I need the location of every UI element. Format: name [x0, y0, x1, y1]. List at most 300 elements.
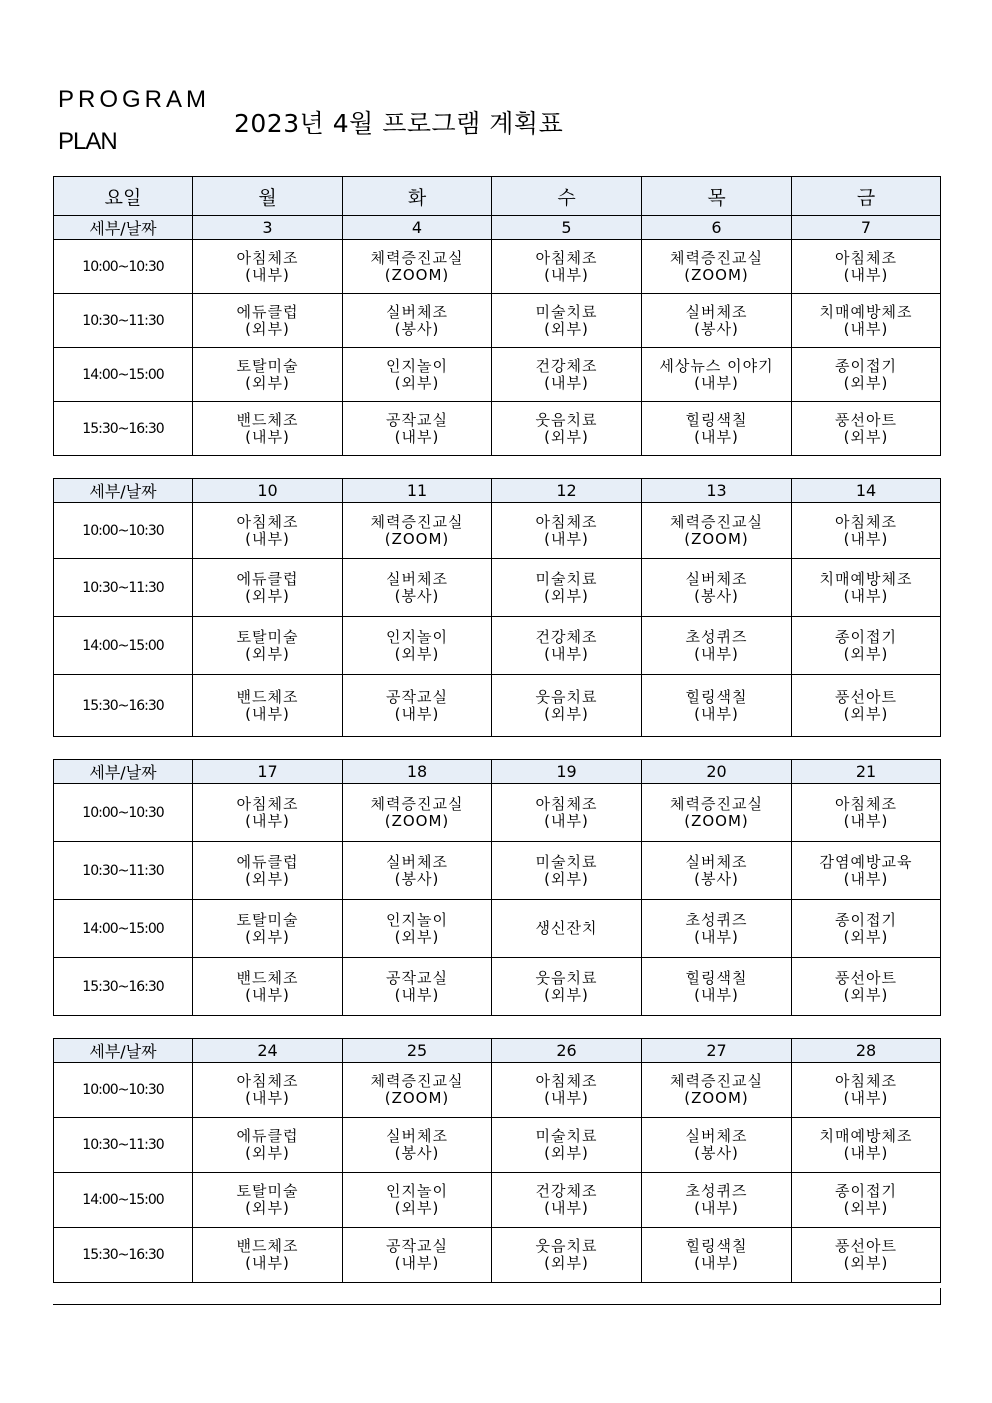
program-cell [492, 1118, 642, 1173]
program-type: (내부) [245, 265, 290, 284]
schedule-row [54, 784, 941, 842]
program-name: 실버체조 [685, 1127, 748, 1145]
program-type: (ZOOM) [384, 529, 450, 548]
program-type: (내부) [544, 811, 589, 830]
program-type: (외부) [245, 586, 290, 605]
program-type: (ZOOM) [684, 265, 749, 284]
schedule-row [54, 559, 941, 617]
program-type: (내부) [245, 1089, 290, 1107]
program-type: (ZOOM) [384, 1089, 450, 1107]
program-type: (봉사) [394, 319, 440, 338]
weekday-header-row [54, 177, 941, 216]
program-name: 미술치료 [535, 1127, 598, 1145]
program-name: 인지놀이 [386, 1182, 448, 1200]
program-type: (외부) [394, 927, 440, 946]
program-name: 에듀클럽 [236, 302, 299, 321]
program-cell [193, 1228, 343, 1283]
program-cell [193, 402, 343, 456]
program-cell [193, 675, 343, 737]
program-name: 종이접기 [835, 910, 897, 929]
program-name: 아침체조 [835, 512, 897, 531]
program-name: 실버체조 [386, 1127, 448, 1145]
program-name: 공작교실 [386, 687, 448, 706]
program-name: 풍선아트 [835, 1237, 897, 1255]
program-type: (외부) [544, 704, 589, 723]
program-name: 웃음치료 [535, 1237, 598, 1255]
program-name: 체력증진교실 [670, 512, 763, 531]
program-name: 밴드체조 [236, 410, 299, 429]
program-type: (내부) [245, 811, 290, 830]
program-type: (내부) [843, 1144, 889, 1162]
program-type: (외부) [245, 1199, 290, 1217]
program-type: (내부) [544, 529, 589, 548]
program-type: (외부) [544, 869, 589, 888]
date-row [54, 216, 941, 240]
program-cell [792, 900, 941, 958]
time-slot: 10:00~10:30 [54, 784, 193, 842]
time-slot: 15:30~16:30 [54, 402, 193, 456]
date-row [54, 760, 941, 784]
date-row [54, 479, 941, 503]
program-name: 인지놀이 [386, 627, 448, 646]
program-cell [642, 402, 792, 456]
program-type: (외부) [843, 427, 889, 446]
program-name: 아침체조 [236, 512, 299, 531]
program-cell [193, 503, 343, 559]
program-type: (내부) [694, 704, 739, 723]
date-cell: 14 [792, 479, 941, 503]
program-name: 실버체조 [386, 302, 448, 321]
program-cell [642, 294, 792, 348]
program-cell [343, 1173, 492, 1228]
program-cell [343, 240, 492, 294]
schedule-row [54, 402, 941, 456]
date-cell: 21 [792, 760, 941, 784]
time-slot: 10:00~10:30 [54, 1063, 193, 1118]
program-name: 아침체조 [236, 794, 299, 813]
program-cell [492, 842, 642, 900]
program-cell [792, 1228, 941, 1283]
program-name: 토탈미술 [236, 627, 299, 646]
program-type: (봉사) [394, 1144, 440, 1162]
program-name: 아침체조 [535, 512, 598, 531]
program-cell [792, 559, 941, 617]
program-name: 아침체조 [236, 248, 299, 267]
program-type: (ZOOM) [684, 529, 749, 548]
program-name: 밴드체조 [236, 687, 299, 706]
program-type: (내부) [843, 869, 889, 888]
schedule-row [54, 294, 941, 348]
program-name: 아침체조 [835, 794, 897, 813]
weekday-fri: 금 [792, 177, 941, 216]
time-slot: 10:00~10:30 [54, 240, 193, 294]
weekday-label: 요일 [54, 177, 193, 216]
week-1-table [53, 176, 941, 456]
program-name: 체력증진교실 [370, 248, 464, 267]
date-cell: 26 [492, 1039, 642, 1063]
program-cell [792, 958, 941, 1016]
time-slot: 14:00~15:00 [54, 900, 193, 958]
program-name: 에듀클럽 [236, 1127, 299, 1145]
program-name: 미술치료 [535, 302, 598, 321]
program-cell [792, 1063, 941, 1118]
time-slot: 14:00~15:00 [54, 617, 193, 675]
program-name: 건강체조 [535, 627, 598, 646]
program-cell [193, 900, 343, 958]
program-cell [492, 900, 642, 958]
program-cell [792, 240, 941, 294]
program-name: 힐링색칠 [685, 410, 748, 429]
program-cell [193, 559, 343, 617]
date-cell: 28 [792, 1039, 941, 1063]
program-type: (외부) [843, 927, 889, 946]
program-type: (내부) [694, 1199, 739, 1217]
time-slot: 15:30~16:30 [54, 675, 193, 737]
program-type: (내부) [694, 644, 739, 663]
weekday-wed: 수 [492, 177, 642, 216]
program-cell [343, 1228, 492, 1283]
program-cell [642, 1118, 792, 1173]
time-slot: 10:30~11:30 [54, 559, 193, 617]
program-type: (내부) [694, 927, 739, 946]
program-cell [193, 1063, 343, 1118]
program-cell [642, 958, 792, 1016]
program-cell [193, 240, 343, 294]
program-name: 체력증진교실 [370, 512, 464, 531]
program-cell [642, 503, 792, 559]
program-type: (내부) [843, 529, 889, 548]
schedule-row [54, 1173, 941, 1228]
program-type: (외부) [544, 586, 589, 605]
program-name: 치매예방체조 [819, 302, 913, 321]
week-4-table [53, 1038, 941, 1283]
program-type: (내부) [245, 704, 290, 723]
program-type: (외부) [544, 985, 589, 1004]
program-cell [642, 842, 792, 900]
program-cell [642, 559, 792, 617]
program-name: 아침체조 [236, 1072, 299, 1090]
program-cell [193, 294, 343, 348]
program-cell [642, 240, 792, 294]
date-row-label: 세부/날짜 [54, 216, 193, 240]
program-name: 생신잔치 [535, 919, 598, 937]
program-cell [792, 503, 941, 559]
time-slot: 10:30~11:30 [54, 294, 193, 348]
program-name: 체력증진교실 [370, 794, 464, 813]
program-cell [792, 1118, 941, 1173]
program-cell [343, 842, 492, 900]
program-name: 토탈미술 [236, 356, 299, 375]
program-cell [792, 348, 941, 402]
program-cell [193, 617, 343, 675]
program-cell [193, 348, 343, 402]
date-cell: 20 [642, 760, 792, 784]
program-type: (내부) [245, 427, 290, 446]
date-cell: 11 [343, 479, 492, 503]
week-2-table [53, 478, 941, 737]
schedule-row [54, 958, 941, 1016]
program-name: 에듀클럽 [236, 569, 299, 588]
program-cell [492, 1228, 642, 1283]
program-type: (내부) [843, 811, 889, 830]
page-title: 2023년 4월 프로그램 계획표 [234, 109, 564, 138]
schedule-row [54, 842, 941, 900]
schedule-row [54, 1228, 941, 1283]
program-cell [193, 784, 343, 842]
program-type: (외부) [245, 373, 290, 392]
program-cell [343, 559, 492, 617]
program-type: (ZOOM) [384, 811, 450, 830]
program-cell [492, 784, 642, 842]
program-name: 힐링색칠 [685, 1237, 748, 1255]
date-cell: 5 [492, 216, 642, 240]
program-cell [792, 1173, 941, 1228]
program-type: (외부) [843, 1254, 889, 1272]
program-type: (내부) [544, 1199, 589, 1217]
date-cell: 25 [343, 1039, 492, 1063]
program-name: 풍선아트 [835, 687, 897, 706]
date-row-label: 세부/날짜 [54, 479, 193, 503]
plan-label: PLAN [58, 128, 117, 155]
time-slot: 10:00~10:30 [54, 503, 193, 559]
weekday-mon: 월 [193, 177, 343, 216]
program-name: 아침체조 [835, 1072, 897, 1090]
program-name: 실버체조 [386, 852, 448, 871]
program-cell [492, 1063, 642, 1118]
program-type: (내부) [544, 265, 589, 284]
program-type: (외부) [245, 644, 290, 663]
program-name: 인지놀이 [386, 356, 448, 375]
program-name: 힐링색칠 [685, 687, 748, 706]
time-slot: 10:30~11:30 [54, 842, 193, 900]
program-type: (봉사) [694, 1144, 739, 1162]
program-name: 종이접기 [835, 356, 897, 375]
program-label: PROGRAM [58, 86, 211, 113]
date-cell: 7 [792, 216, 941, 240]
program-name: 토탈미술 [236, 910, 299, 929]
program-name: 웃음치료 [535, 968, 598, 987]
program-cell [492, 958, 642, 1016]
date-cell: 27 [642, 1039, 792, 1063]
program-cell [343, 617, 492, 675]
program-cell [792, 784, 941, 842]
program-cell [193, 1173, 343, 1228]
program-type: (외부) [394, 373, 440, 392]
program-cell [343, 348, 492, 402]
schedule-row [54, 675, 941, 737]
program-name: 실버체조 [685, 302, 748, 321]
program-cell [343, 1118, 492, 1173]
program-type: (내부) [694, 427, 739, 446]
time-slot: 10:30~11:30 [54, 1118, 193, 1173]
schedule-row [54, 900, 941, 958]
program-name: 웃음치료 [535, 410, 598, 429]
program-cell [642, 1173, 792, 1228]
date-cell: 18 [343, 760, 492, 784]
program-type: (내부) [843, 1089, 889, 1107]
program-cell [343, 675, 492, 737]
date-row-label: 세부/날짜 [54, 1039, 193, 1063]
program-type: (봉사) [394, 586, 440, 605]
program-name: 아침체조 [535, 1072, 598, 1090]
program-name: 미술치료 [535, 852, 598, 871]
program-cell [492, 348, 642, 402]
program-name: 공작교실 [386, 410, 448, 429]
program-type: (내부) [694, 373, 739, 392]
program-type: (외부) [544, 319, 589, 338]
program-type: (ZOOM) [384, 265, 450, 284]
program-type: (봉사) [394, 869, 440, 888]
program-cell [492, 503, 642, 559]
program-type: (ZOOM) [684, 1089, 749, 1107]
program-cell [343, 958, 492, 1016]
program-cell [343, 294, 492, 348]
program-type: (외부) [245, 1144, 290, 1162]
program-cell [492, 402, 642, 456]
time-slot: 14:00~15:00 [54, 348, 193, 402]
program-type: (외부) [544, 1254, 589, 1272]
program-name: 아침체조 [535, 248, 598, 267]
schedule-row [54, 1063, 941, 1118]
program-name: 초성퀴즈 [685, 627, 748, 646]
program-name: 웃음치료 [535, 687, 598, 706]
bottom-divider-tick [940, 1288, 941, 1305]
program-cell [492, 559, 642, 617]
time-slot: 14:00~15:00 [54, 1173, 193, 1228]
program-type: (외부) [245, 869, 290, 888]
date-cell: 10 [193, 479, 343, 503]
program-type: (봉사) [694, 869, 739, 888]
program-name: 세상뉴스 이야기 [659, 356, 774, 375]
program-name: 체력증진교실 [670, 248, 763, 267]
program-type: (외부) [394, 644, 440, 663]
program-name: 감염예방교육 [819, 852, 913, 871]
program-type: (외부) [245, 927, 290, 946]
program-type: (내부) [394, 427, 440, 446]
program-name: 초성퀴즈 [685, 1182, 748, 1200]
program-name: 체력증진교실 [370, 1072, 464, 1090]
program-cell [492, 240, 642, 294]
date-cell: 4 [343, 216, 492, 240]
program-type: (외부) [544, 427, 589, 446]
program-cell [792, 842, 941, 900]
date-cell: 24 [193, 1039, 343, 1063]
week-3-table [53, 759, 941, 1016]
bottom-divider [53, 1304, 941, 1305]
program-type: (내부) [394, 1254, 440, 1272]
program-name: 풍선아트 [835, 968, 897, 987]
date-cell: 19 [492, 760, 642, 784]
program-cell [492, 294, 642, 348]
date-cell: 6 [642, 216, 792, 240]
program-cell [193, 1118, 343, 1173]
program-name: 종이접기 [835, 627, 897, 646]
program-cell [642, 1063, 792, 1118]
program-type: (외부) [843, 985, 889, 1004]
program-cell [792, 617, 941, 675]
program-cell [343, 402, 492, 456]
program-name: 체력증진교실 [670, 794, 763, 813]
program-cell [492, 617, 642, 675]
date-row [54, 1039, 941, 1063]
schedule-row [54, 617, 941, 675]
program-type: (내부) [544, 644, 589, 663]
program-name: 힐링색칠 [685, 968, 748, 987]
program-type: (외부) [394, 1199, 440, 1217]
program-name: 공작교실 [386, 1237, 448, 1255]
program-type: (외부) [544, 1144, 589, 1162]
program-name: 풍선아트 [835, 410, 897, 429]
date-cell: 13 [642, 479, 792, 503]
program-type: (내부) [694, 985, 739, 1004]
time-slot: 15:30~16:30 [54, 958, 193, 1016]
program-type: (외부) [843, 1199, 889, 1217]
program-name: 밴드체조 [236, 968, 299, 987]
date-row-label: 세부/날짜 [54, 760, 193, 784]
program-type: (내부) [245, 985, 290, 1004]
program-name: 토탈미술 [236, 1182, 299, 1200]
program-name: 건강체조 [535, 1182, 598, 1200]
program-cell [343, 503, 492, 559]
date-cell: 3 [193, 216, 343, 240]
program-cell [792, 294, 941, 348]
program-cell [492, 675, 642, 737]
program-cell [343, 1063, 492, 1118]
program-type: (내부) [245, 1254, 290, 1272]
program-cell [642, 348, 792, 402]
program-name: 아침체조 [835, 248, 897, 267]
program-type: (내부) [544, 373, 589, 392]
program-type: (외부) [843, 644, 889, 663]
program-type: (내부) [843, 265, 889, 284]
program-type: (내부) [394, 985, 440, 1004]
program-name: 실버체조 [685, 852, 748, 871]
date-cell: 12 [492, 479, 642, 503]
program-type: (봉사) [694, 319, 739, 338]
program-type: (내부) [394, 704, 440, 723]
weekday-tue: 화 [343, 177, 492, 216]
program-cell [193, 958, 343, 1016]
program-type: (외부) [245, 319, 290, 338]
schedule-row [54, 348, 941, 402]
program-name: 실버체조 [386, 569, 448, 588]
program-cell [343, 784, 492, 842]
program-name: 공작교실 [386, 968, 448, 987]
program-cell [642, 617, 792, 675]
program-name: 건강체조 [535, 356, 598, 375]
program-name: 아침체조 [535, 794, 598, 813]
program-name: 치매예방체조 [819, 1127, 913, 1145]
program-cell [492, 1173, 642, 1228]
program-type: (ZOOM) [684, 811, 749, 830]
program-cell [642, 675, 792, 737]
program-name: 종이접기 [835, 1182, 897, 1200]
program-cell [792, 402, 941, 456]
program-name: 치매예방체조 [819, 569, 913, 588]
weekday-thu: 목 [642, 177, 792, 216]
program-cell [642, 900, 792, 958]
program-name: 초성퀴즈 [685, 910, 748, 929]
program-cell [193, 842, 343, 900]
program-cell [792, 675, 941, 737]
program-type: (내부) [245, 529, 290, 548]
schedule-row [54, 503, 941, 559]
date-cell: 17 [193, 760, 343, 784]
program-name: 체력증진교실 [670, 1072, 763, 1090]
program-cell [642, 784, 792, 842]
program-type: (외부) [843, 704, 889, 723]
schedule-row [54, 240, 941, 294]
